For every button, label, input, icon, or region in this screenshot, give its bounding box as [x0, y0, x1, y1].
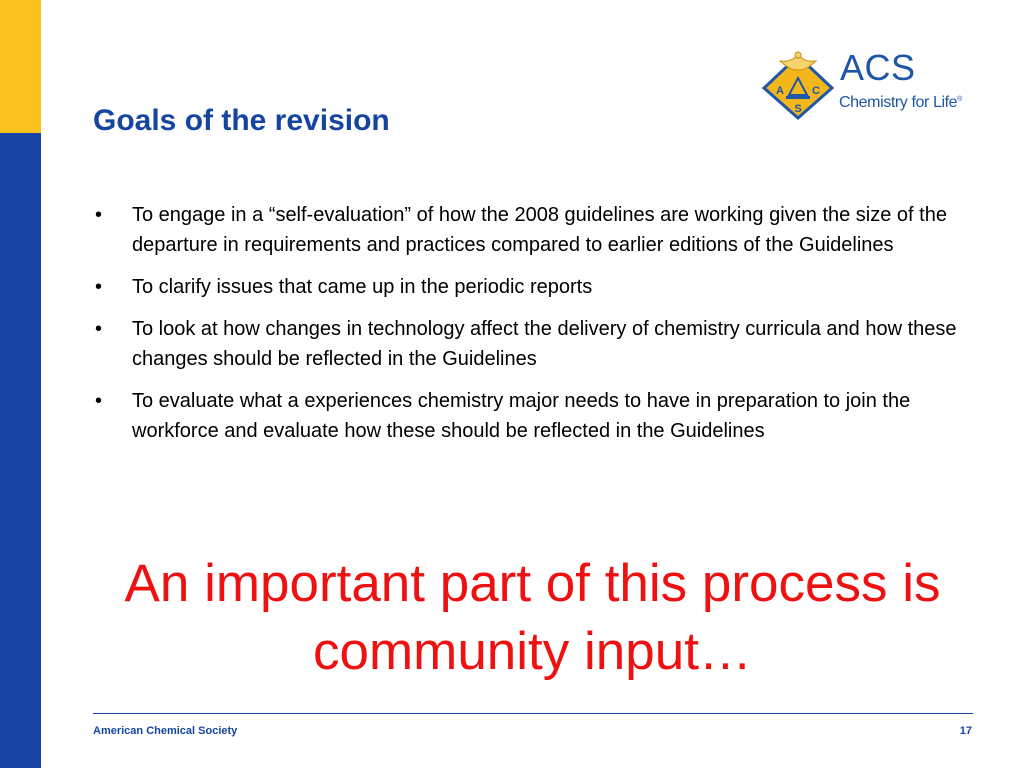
registered-mark: ®: [957, 96, 962, 103]
bullet-item: [93, 272, 983, 302]
left-sidebar-accent: [0, 0, 41, 133]
bullet-item: [93, 314, 983, 374]
bullet-text: To engage in a “self-evaluation” of how the 2008 guidelines are working given the size of the departure in requirements and practices compared to earlier editions of the Guidelines: [132, 204, 947, 256]
page-number: 17: [959, 725, 972, 737]
acs-wordmark: ACS: [840, 47, 916, 88]
acs-seal-icon: [760, 48, 836, 120]
bullet-text: To evaluate what a experiences chemistry major needs to have in preparation to join the workforce and evaluate how these should be reflected in the Guidelines: [132, 390, 911, 442]
callout-text: An important part of this process is community input…: [124, 554, 941, 681]
footer-divider: [93, 713, 973, 714]
acs-tagline: [839, 90, 962, 113]
bullet-text: To clarify issues that came up in the periodic reports: [132, 276, 593, 298]
bullet-marker: •: [95, 390, 103, 412]
bullet-item: [93, 200, 983, 260]
bullet-text: To look at how changes in technology affect the delivery of chemistry curricula and how these changes should be reflected in the Guidelines: [132, 318, 957, 370]
seal-letter-s: S: [794, 103, 802, 115]
acs-tagline-text: Chemistry for Life: [839, 94, 958, 111]
bullet-marker: •: [95, 276, 103, 298]
footer-organization: American Chemical Society: [93, 725, 238, 737]
acs-logo: [760, 48, 975, 120]
bullet-marker: •: [95, 204, 103, 226]
bullet-marker: •: [95, 318, 103, 340]
seal-letter-a: A: [776, 85, 784, 97]
bullet-item: [93, 386, 983, 446]
slide-title: Goals of the revision: [93, 104, 390, 137]
bullet-list: [93, 200, 983, 458]
seal-letter-c: C: [812, 85, 820, 97]
